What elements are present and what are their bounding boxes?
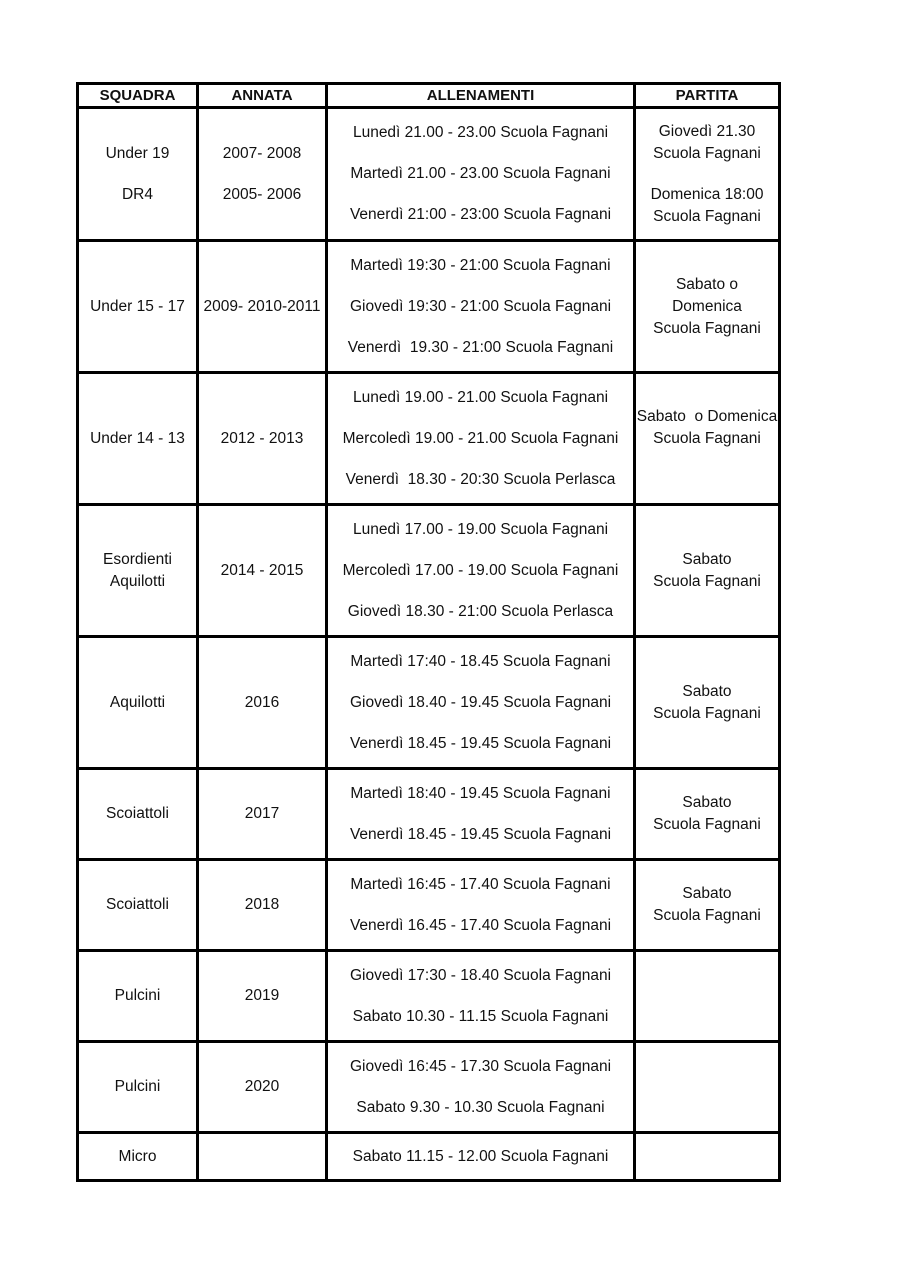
- team-name: Under 19: [105, 144, 170, 162]
- annata-cell: [198, 1042, 327, 1133]
- training-slot: Martedì 18:40 - 19.45 Scuola Fagnani: [350, 784, 611, 802]
- allenamenti-cell: [327, 860, 635, 951]
- header-annata: ANNATA: [198, 84, 327, 108]
- year-range: 2012 - 2013: [220, 429, 304, 447]
- training-slot: Sabato 9.30 - 10.30 Scuola Fagnani: [356, 1098, 605, 1116]
- training-slot: Venerdì 19.30 - 21:00 Scuola Fagnani: [347, 338, 614, 356]
- match-slot: [651, 184, 764, 228]
- partita-cell: [635, 769, 780, 860]
- squadra-cell: [78, 108, 198, 241]
- match-day: Domenica: [672, 297, 742, 315]
- team-name: Under 15 - 17: [90, 297, 185, 315]
- training-slot: Venerdì 21:00 - 23:00 Scuola Fagnani: [349, 206, 612, 223]
- training-slot: Lunedì 21.00 - 23.00 Scuola Fagnani: [352, 124, 609, 141]
- table-row: [78, 108, 780, 241]
- squadra-cell: [78, 951, 198, 1042]
- training-slot: Giovedì 18.30 - 21:00 Scuola Perlasca: [347, 602, 614, 620]
- allenamenti-cell: [327, 769, 635, 860]
- annata-cell: [198, 951, 327, 1042]
- match-slot: [636, 549, 778, 593]
- header-allenamenti: ALLENAMENTI: [327, 84, 635, 108]
- annata-cell: [198, 769, 327, 860]
- table-row: [78, 951, 780, 1042]
- training-slot: Mercoledì 17.00 - 19.00 Scuola Fagnani: [342, 561, 619, 579]
- match-day: Domenica 18:00: [650, 185, 764, 203]
- year-range: 2018: [244, 896, 280, 913]
- partita-cell: [635, 505, 780, 637]
- training-slot: Venerdì 16.45 - 17.40 Scuola Fagnani: [349, 916, 612, 934]
- header-partita: PARTITA: [635, 84, 780, 108]
- header-squadra: SQUADRA: [78, 84, 198, 108]
- table-row: [78, 637, 780, 769]
- year-range: 2009- 2010-2011: [203, 297, 321, 315]
- match-venue: Scuola Fagnani: [653, 816, 761, 833]
- annata-cell: [198, 373, 327, 505]
- training-slot: Mercoledì 19.00 - 21.00 Scuola Fagnani: [342, 429, 619, 447]
- squadra-cell: [78, 1042, 198, 1133]
- allenamenti-cell: [327, 108, 635, 241]
- training-slot: Giovedì 16:45 - 17.30 Scuola Fagnani: [349, 1057, 612, 1075]
- training-slot: Lunedì 17.00 - 19.00 Scuola Fagnani: [352, 520, 609, 538]
- year-range: 2016: [244, 693, 280, 711]
- partita-cell: [635, 951, 780, 1042]
- training-slot: Sabato 10.30 - 11.15 Scuola Fagnani: [352, 1007, 609, 1025]
- match-day: Sabato o: [675, 275, 739, 293]
- match-slot: [636, 681, 778, 725]
- table-row: [78, 769, 780, 860]
- match-day: Sabato: [682, 794, 732, 811]
- partita-cell: [635, 108, 780, 241]
- squadra-cell: [78, 1133, 198, 1181]
- allenamenti-cell: [327, 373, 635, 505]
- training-slot: Martedì 17:40 - 18.45 Scuola Fagnani: [350, 652, 611, 670]
- squadra-cell: [78, 769, 198, 860]
- allenamenti-cell: [327, 1133, 635, 1181]
- partita-cell: [635, 637, 780, 769]
- training-slot: Martedì 21.00 - 23.00 Scuola Fagnani: [350, 165, 611, 182]
- schedule-table: [76, 82, 781, 1182]
- annata-cell: [198, 637, 327, 769]
- team-name: DR4: [121, 185, 153, 203]
- match-slot: [636, 406, 778, 450]
- match-day: Sabato: [682, 885, 732, 902]
- training-slot: Giovedì 19:30 - 21:00 Scuola Fagnani: [349, 297, 612, 315]
- team-name: Esordienti Aquilotti: [103, 550, 172, 590]
- annata-cell: [198, 505, 327, 637]
- match-venue: Scuola Fagnani: [653, 572, 761, 590]
- annata-cell: [198, 860, 327, 951]
- training-slot: Venerdì 18.45 - 19.45 Scuola Fagnani: [349, 825, 612, 843]
- year-range: 2005- 2006: [222, 185, 302, 203]
- training-slot: Martedì 16:45 - 17.40 Scuola Fagnani: [350, 875, 611, 893]
- year-range: 2019: [244, 987, 280, 1004]
- year-range: 2014 - 2015: [220, 561, 304, 579]
- team-name: Aquilotti: [109, 693, 166, 711]
- table-row: [78, 505, 780, 637]
- match-venue: Scuola Fagnani: [653, 319, 761, 337]
- partita-cell: [635, 1042, 780, 1133]
- team-name: Pulcini: [114, 987, 161, 1004]
- training-slot: Lunedì 19.00 - 21.00 Scuola Fagnani: [352, 388, 609, 406]
- table-row: [78, 373, 780, 505]
- match-day: Sabato o Domenica: [636, 407, 778, 425]
- training-slot: Giovedì 17:30 - 18.40 Scuola Fagnani: [349, 966, 612, 984]
- allenamenti-cell: [327, 241, 635, 373]
- team-name: Under 14 - 13: [90, 429, 185, 447]
- match-slot: [636, 274, 778, 340]
- table-row: [78, 860, 780, 951]
- allenamenti-cell: [327, 951, 635, 1042]
- table-row: [78, 1042, 780, 1133]
- match-venue: Scuola Fagnani: [653, 144, 761, 162]
- squadra-cell: [78, 637, 198, 769]
- team-name: Scoiattoli: [106, 896, 169, 913]
- match-day: Giovedì 21.30: [658, 122, 756, 140]
- partita-cell: [635, 373, 780, 505]
- year-range: 2017: [244, 805, 280, 822]
- partita-cell: [635, 1133, 780, 1181]
- header-row: [78, 84, 780, 108]
- squadra-cell: [78, 505, 198, 637]
- match-venue: Scuola Fagnani: [653, 429, 761, 447]
- match-slot: [636, 883, 778, 927]
- annata-cell: [198, 241, 327, 373]
- training-slot: Giovedì 18.40 - 19.45 Scuola Fagnani: [349, 693, 612, 711]
- match-venue: Scuola Fagnani: [653, 207, 761, 225]
- allenamenti-cell: [327, 1042, 635, 1133]
- table-row: [78, 1133, 780, 1181]
- year-range: 2007- 2008: [222, 144, 302, 162]
- annata-cell: [198, 108, 327, 241]
- match-venue: Scuola Fagnani: [653, 907, 761, 924]
- schedule-body: [78, 108, 780, 1181]
- squadra-cell: [78, 860, 198, 951]
- allenamenti-cell: [327, 637, 635, 769]
- team-name: Pulcini: [114, 1078, 161, 1095]
- partita-cell: [635, 241, 780, 373]
- match-slot: [653, 121, 761, 165]
- match-day: Sabato: [682, 682, 732, 700]
- partita-cell: [635, 860, 780, 951]
- training-slot: Venerdì 18.30 - 20:30 Scuola Perlasca: [345, 470, 616, 488]
- training-slot: Martedì 19:30 - 21:00 Scuola Fagnani: [350, 256, 611, 274]
- match-venue: Scuola Fagnani: [653, 704, 761, 722]
- squadra-cell: [78, 241, 198, 373]
- match-slot: [636, 792, 778, 836]
- match-day: Sabato: [682, 550, 732, 568]
- team-name: Scoiattoli: [106, 805, 169, 822]
- year-range: 2020: [244, 1078, 280, 1095]
- allenamenti-cell: [327, 505, 635, 637]
- squadra-cell: [78, 373, 198, 505]
- table-row: [78, 241, 780, 373]
- team-name: Micro: [118, 1147, 157, 1165]
- training-slot: Venerdì 18.45 - 19.45 Scuola Fagnani: [349, 734, 612, 752]
- annata-cell: [198, 1133, 327, 1181]
- training-slot: Sabato 11.15 - 12.00 Scuola Fagnani: [352, 1147, 609, 1165]
